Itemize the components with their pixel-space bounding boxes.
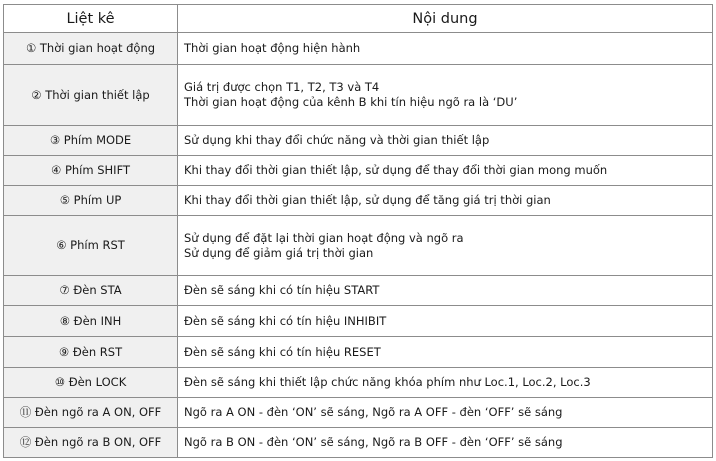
content-line: Ngõ ra B ON - đèn ‘ON’ sẽ sáng, Ngõ ra B OFF - đèn ‘OFF’ sẽ sáng bbox=[184, 435, 563, 449]
row-label: ⑩ Đèn LOCK bbox=[4, 368, 178, 398]
header-row bbox=[4, 5, 713, 33]
content-line: Đèn sẽ sáng khi có tín hiệu INHIBIT bbox=[184, 313, 387, 328]
row-content bbox=[178, 398, 713, 428]
content-line: Khi thay đổi thời gian thiết lập, sử dụng để tăng giá trị thời gian bbox=[184, 193, 551, 207]
row-label: ③ Phím MODE bbox=[4, 126, 178, 156]
row-content bbox=[178, 156, 713, 186]
header-content: Nội dung bbox=[178, 5, 713, 33]
row-content bbox=[178, 33, 713, 65]
row-content bbox=[178, 428, 713, 458]
table-row bbox=[4, 306, 713, 337]
row-label: ⑧ Đèn INH bbox=[4, 306, 178, 337]
row-content bbox=[178, 216, 713, 276]
content-line: Đèn sẽ sáng khi thiết lập chức năng khóa phím như Loc.1, Loc.2, Loc.3 bbox=[184, 375, 591, 389]
row-content bbox=[178, 126, 713, 156]
content-line: Sử dụng để giảm giá trị thời gian bbox=[184, 245, 374, 260]
row-label: ⑨ Đèn RST bbox=[4, 337, 178, 368]
description-table bbox=[3, 4, 713, 458]
content-line: Giá trị được chọn T1, T2, T3 và T4 bbox=[184, 80, 380, 94]
row-label: ⑦ Đèn STA bbox=[4, 276, 178, 306]
row-label: ① Thời gian hoạt động bbox=[4, 33, 178, 65]
content-line: Đèn sẽ sáng khi có tín hiệu START bbox=[184, 283, 380, 297]
content-line: Sử dụng để đặt lại thời gian hoạt động và ngõ ra bbox=[184, 230, 464, 245]
table-row bbox=[4, 276, 713, 306]
table-row bbox=[4, 368, 713, 398]
content-line: Thời gian hoạt động của kênh B khi tín hiệu ngõ ra là ‘DU’ bbox=[184, 95, 518, 109]
content-line: Đèn sẽ sáng khi có tín hiệu RESET bbox=[184, 344, 381, 359]
table-row bbox=[4, 428, 713, 458]
table-row bbox=[4, 126, 713, 156]
content-line: Khi thay đổi thời gian thiết lập, sử dụng để thay đổi thời gian mong muốn bbox=[184, 163, 608, 177]
row-label: ② Thời gian thiết lập bbox=[4, 65, 178, 126]
row-label: ⑪ Đèn ngõ ra A ON, OFF bbox=[4, 398, 178, 428]
row-label: ⑫ Đèn ngõ ra B ON, OFF bbox=[4, 428, 178, 458]
header-list: Liệt kê bbox=[4, 5, 178, 33]
table-row bbox=[4, 65, 713, 126]
table-row bbox=[4, 156, 713, 186]
row-content bbox=[178, 306, 713, 337]
content-line: Sử dụng khi thay đổi chức năng và thời gian thiết lập bbox=[184, 133, 490, 147]
content-line: Thời gian hoạt động hiện hành bbox=[184, 41, 361, 55]
table-row bbox=[4, 33, 713, 65]
row-content bbox=[178, 276, 713, 306]
row-label: ⑤ Phím UP bbox=[4, 186, 178, 216]
content-line: Ngõ ra A ON - đèn ‘ON’ sẽ sáng, Ngõ ra A OFF - đèn ‘OFF’ sẽ sáng bbox=[184, 405, 563, 419]
row-content bbox=[178, 65, 713, 126]
table-row bbox=[4, 398, 713, 428]
row-content bbox=[178, 337, 713, 368]
table-row bbox=[4, 337, 713, 368]
row-content bbox=[178, 368, 713, 398]
row-label: ④ Phím SHIFT bbox=[4, 156, 178, 186]
row-label: ⑥ Phím RST bbox=[4, 216, 178, 276]
row-content bbox=[178, 186, 713, 216]
table-row bbox=[4, 216, 713, 276]
table-row bbox=[4, 186, 713, 216]
